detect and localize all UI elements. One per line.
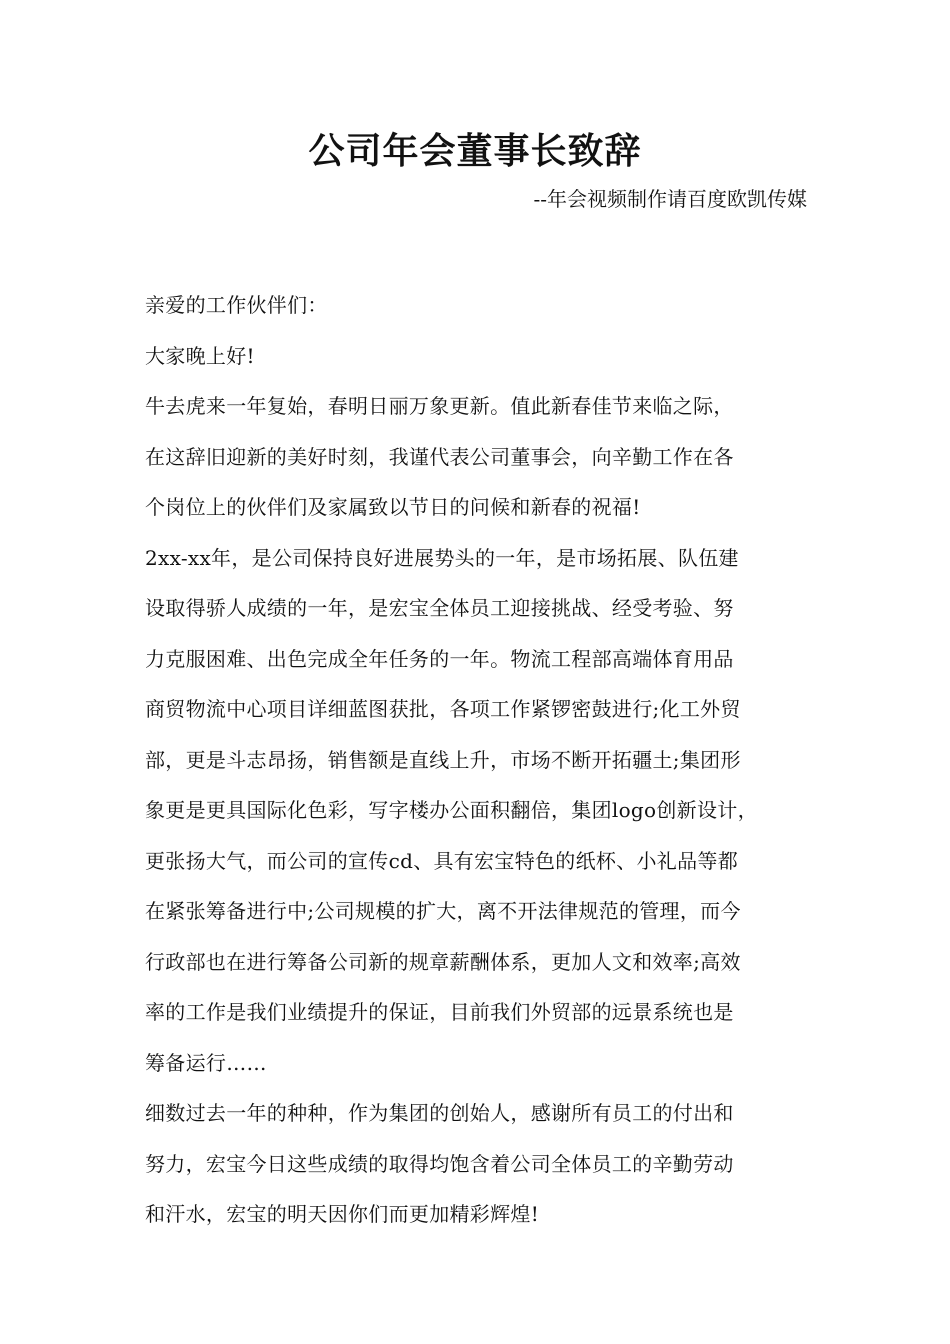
body-line: 努力，宏宝今日这些成绩的取得均饱含着公司全体员工的辛勤劳动: [145, 1151, 734, 1176]
body-line: 个岗位上的伙伴们及家属致以节日的问候和新春的祝福!: [145, 495, 641, 519]
body-line: 力克服困难、出色完成全年任务的一年。物流工程部高端体育用品: [145, 646, 734, 671]
body-line: 设取得骄人成绩的一年，是宏宝全体员工迎接挑战、经受考验、努: [145, 596, 734, 620]
body-line: 象更是更具国际化色彩，写字楼办公面积翻倍，集团logo创新设计，: [145, 798, 758, 822]
body-line: 细数过去一年的种种，作为集团的创始人，感谢所有员工的付出和: [145, 1101, 734, 1125]
body-line: 2xx-xx年，是公司保持良好进展势头的一年，是市场拓展、队伍建: [145, 545, 739, 570]
document-body: [145, 280, 815, 1240]
document-title: 公司年会董事长致辞: [308, 131, 642, 172]
body-line: 率的工作是我们业绩提升的保证，目前我们外贸部的远景系统也是: [145, 1000, 734, 1024]
body-line: 亲爱的工作伙伴们：: [145, 293, 328, 317]
body-line: 牛去虎来一年复始，春明日丽万象更新。值此新春佳节来临之际，: [145, 394, 734, 418]
body-line: 更张扬大气，而公司的宣传cd、具有宏宝特色的纸杯、小礼品等都: [145, 848, 739, 873]
document-subtitle: --年会视频制作请百度欧凯传媒: [533, 187, 807, 211]
body-line: 部，更是斗志昂扬，销售额是直线上升，市场不断开拓疆土;集团形: [145, 747, 741, 772]
body-line: 在这辞旧迎新的美好时刻，我谨代表公司董事会，向辛勤工作在各: [145, 444, 734, 469]
body-line: 在紧张筹备进行中;公司规模的扩大，离不开法律规范的管理，而今: [145, 899, 741, 923]
body-line: 商贸物流中心项目详细蓝图获批，各项工作紧锣密鼓进行;化工外贸: [145, 697, 741, 721]
body-line: 筹备运行……: [145, 1050, 267, 1075]
body-line: 行政部也在进行筹备公司新的规章薪酬体系，更加人文和效率;高效: [145, 949, 741, 974]
body-line: 大家晚上好!: [145, 343, 255, 368]
body-line: 和汗水，宏宝的明天因你们而更加精彩辉煌!: [145, 1202, 540, 1226]
